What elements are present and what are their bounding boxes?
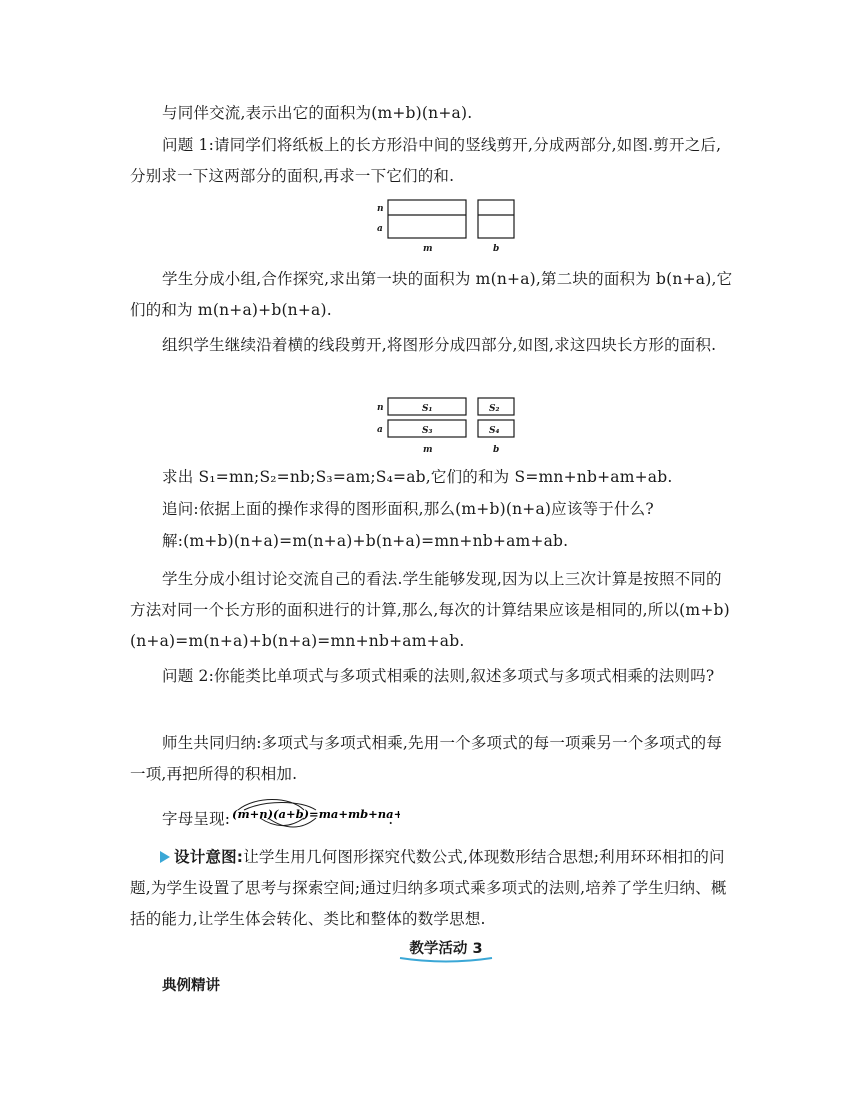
formula-arc-diagram bbox=[230, 798, 400, 830]
activity-title: 教学活动 3 bbox=[409, 941, 483, 957]
figure-rectangles-four-parts bbox=[374, 394, 524, 458]
triangle-marker-icon bbox=[160, 851, 170, 863]
paragraph-10: 师生共同归纳:多项式与多项式相乘,先用一个多项式的每一项乘另一个多项式的每一项,再把所得的积相加. bbox=[130, 734, 723, 783]
figure-rectangles-two-parts bbox=[374, 196, 524, 256]
fig2-cell-s4: S₄ bbox=[489, 426, 500, 436]
paragraph-question-2: 问题 2:你能类比单项式与多项式相乘的法则,叙述多项式与多项式相乘的法则吗? bbox=[162, 667, 715, 685]
activity-underline bbox=[398, 957, 494, 963]
letter-form-label: 字母呈现: bbox=[162, 810, 231, 828]
fig2-cell-s2: S₂ bbox=[489, 404, 500, 414]
paragraph-7: 解:(m+b)(n+a)=m(n+a)+b(n+a)=mn+nb+am+ab. bbox=[162, 532, 569, 550]
section-heading: 典例精讲 bbox=[162, 978, 220, 994]
paragraph-3: 学生分成小组,合作探究,求出第一块的面积为 m(n+a),第二块的面积为 b(n+a),它们的和为 m(n+a)+b(n+a). bbox=[130, 270, 733, 319]
fig1-label-n: n bbox=[377, 204, 384, 214]
design-intent-body: 让学生用几何图形探究代数公式,体现数形结合思想;利用环环相扣的问题,为学生设置了思考与探索空间;通过归纳多项式乘多项式的法则,培养了学生归纳、概括的能力,让学生体会转化、类比和整体的数学思想. bbox=[130, 848, 727, 928]
design-intent-label: 设计意图: bbox=[174, 848, 244, 866]
fig1-label-a: a bbox=[377, 224, 383, 234]
fig2-cell-s3: S₃ bbox=[422, 426, 433, 436]
paragraph-6: 追问:依据上面的操作求得的图形面积,那么(m+b)(n+a)应该等于什么? bbox=[162, 500, 654, 518]
fig2-label-b: b bbox=[493, 445, 500, 455]
fig1-label-m: m bbox=[423, 244, 433, 254]
design-intent bbox=[130, 842, 734, 935]
fig2-cell-s1: S₁ bbox=[422, 404, 433, 414]
paragraph-question-1: 问题 1:请同学们将纸板上的长方形沿中间的竖线剪开,分成两部分,如图.剪开之后,分别求一下这两部分的面积,再求一下它们的和. bbox=[130, 136, 722, 185]
paragraph-1: 与同伴交流,表示出它的面积为(m+b)(n+a). bbox=[162, 104, 473, 122]
fig2-label-n: n bbox=[377, 403, 384, 413]
fig1-label-b: b bbox=[493, 244, 500, 254]
fig2-label-m: m bbox=[423, 445, 433, 455]
paragraph-5: 求出 S₁=mn;S₂=nb;S₃=am;S₄=ab,它们的和为 S=mn+nb+am+ab. bbox=[162, 468, 673, 486]
paragraph-letter-form: 字母呈现: . bbox=[162, 810, 394, 828]
formula-text: (m+n)(a+b)=ma+mb+na bbox=[232, 807, 394, 821]
fig2-label-a: a bbox=[377, 425, 383, 435]
paragraph-8: 学生分成小组讨论交流自己的看法.学生能够发现,因为以上三次计算是按照不同的方法对同一个长方形的面积进行的计算,那么,每次的计算结果应该是相同的,所以(m+b)(n+a)=m(n+a)+b(n+a)=mn+nb+am+ab. bbox=[130, 570, 730, 650]
paragraph-4: 组织学生继续沿着横的线段剪开,将图形分成四部分,如图,求这四块长方形的面积. bbox=[162, 336, 717, 354]
